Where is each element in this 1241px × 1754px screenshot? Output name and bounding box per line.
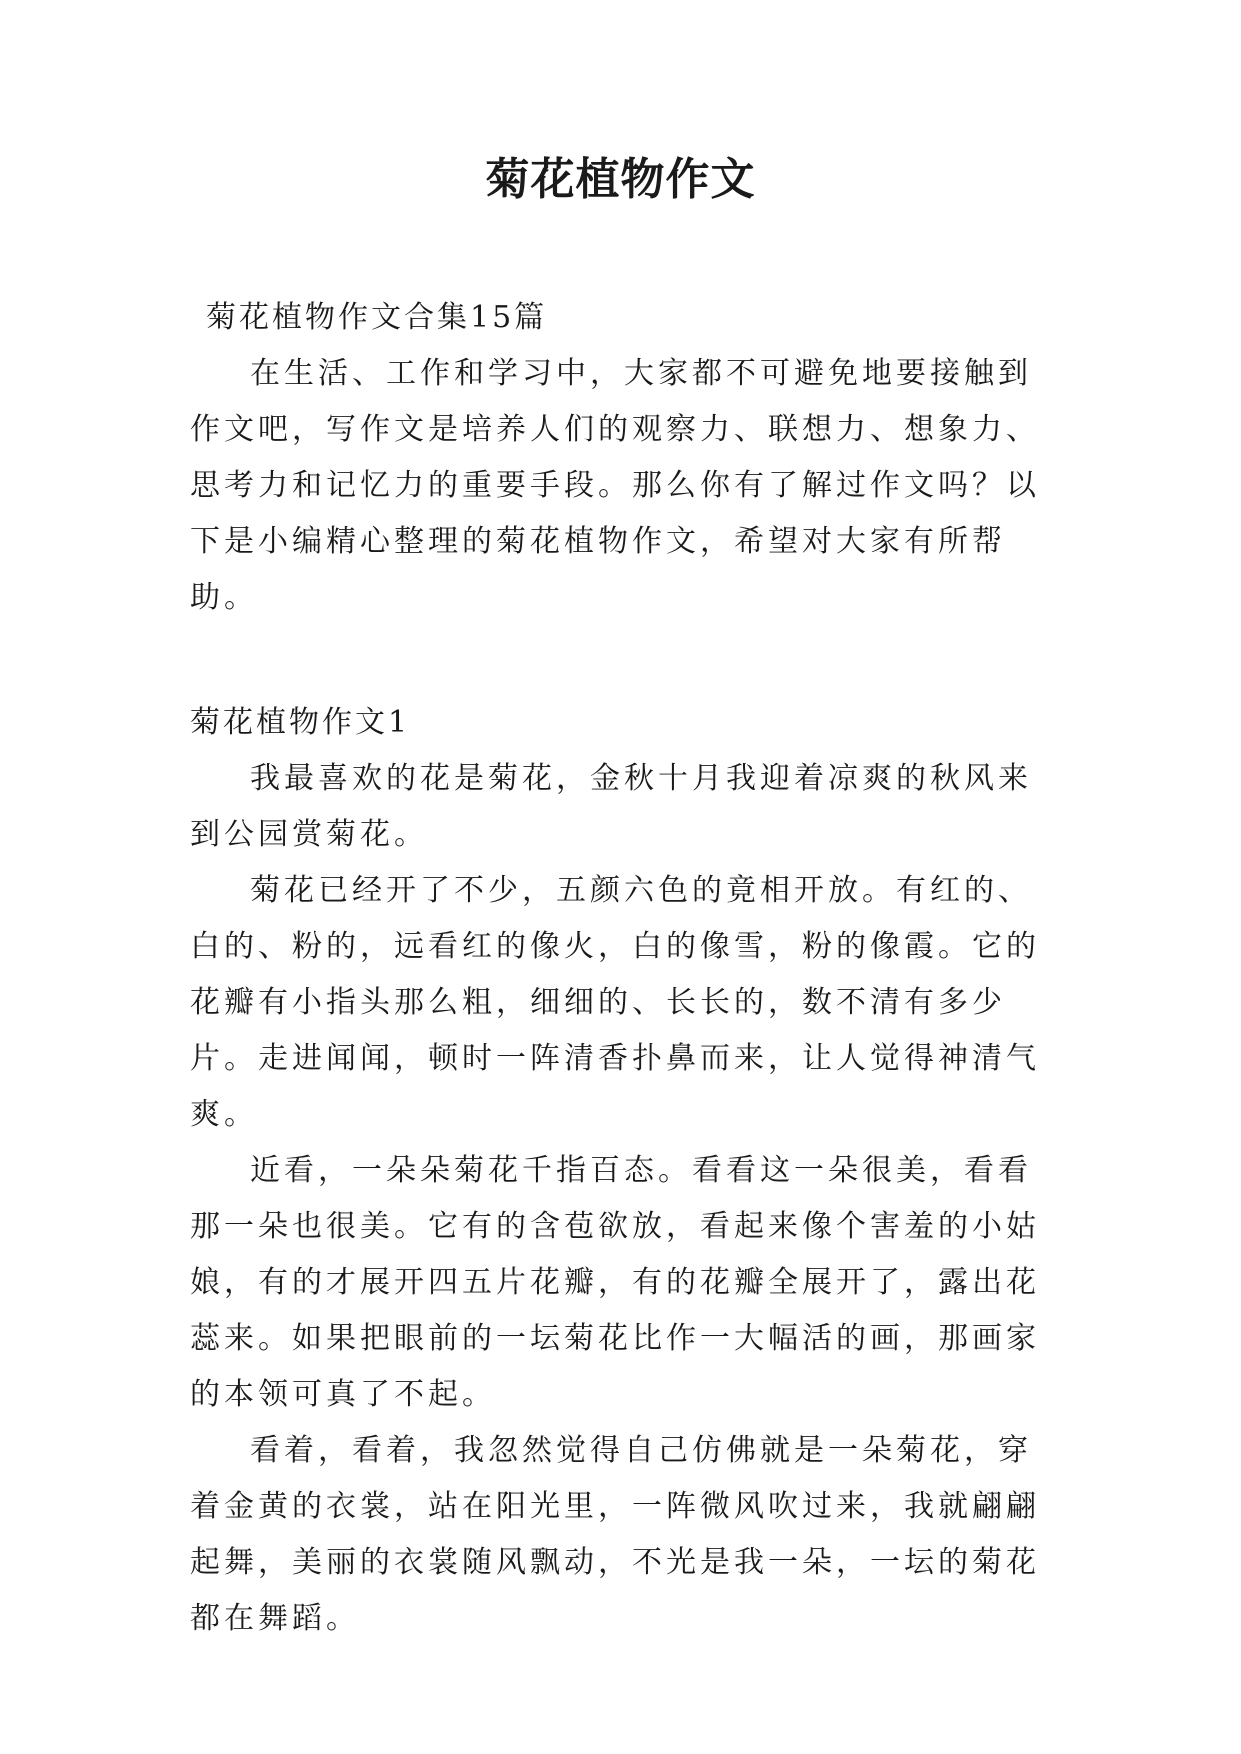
essay-body <box>190 751 1060 1647</box>
essay-paragraph: 近看，一朵朵菊花千指百态。看看这一朵很美，看看那一朵也很美。它有的含苞欲放，看起来像个害羞的小姑娘，有的才展开四五片花瓣，有的花瓣全展开了，露出花蕊来。如果把眼前的一坛菊花比作一大幅活的画，那画家的本领可真了不起。 <box>190 1153 1040 1412</box>
essay-paragraph: 看着，看着，我忽然觉得自己仿佛就是一朵菊花，穿着金黄的衣裳，站在阳光里，一阵微风吹过来，我就翩翩起舞，美丽的衣裳随风飘动，不光是我一朵，一坛的菊花都在舞蹈。 <box>190 1433 1040 1636</box>
essay-paragraph: 菊花已经开了不少，五颜六色的竟相开放。有红的、白的、粉的，远看红的像火，白的像雪，粉的像霞。它的花瓣有小指头那么粗，细细的、长长的，数不清有多少片。走进闻闻，顿时一阵清香扑鼻而来，让人觉得神清气爽。 <box>190 873 1040 1132</box>
section-heading: 菊花植物作文1 <box>190 705 411 740</box>
intro-block <box>190 346 1060 626</box>
document-subtitle: 菊花植物作文合集15篇 <box>206 300 548 335</box>
essay-paragraph: 我最喜欢的花是菊花，金秋十月我迎着凉爽的秋风来到公园赏菊花。 <box>190 761 1032 852</box>
intro-paragraph: 在生活、工作和学习中，大家都不可避免地要接触到作文吧，写作文是培养人们的观察力、联想力、想象力、思考力和记忆力的重要手段。那么你有了解过作文吗？以下是小编精心整理的菊花植物作文，希望对大家有所帮助。 <box>190 356 1040 615</box>
document-title: 菊花植物作文 <box>485 154 756 205</box>
